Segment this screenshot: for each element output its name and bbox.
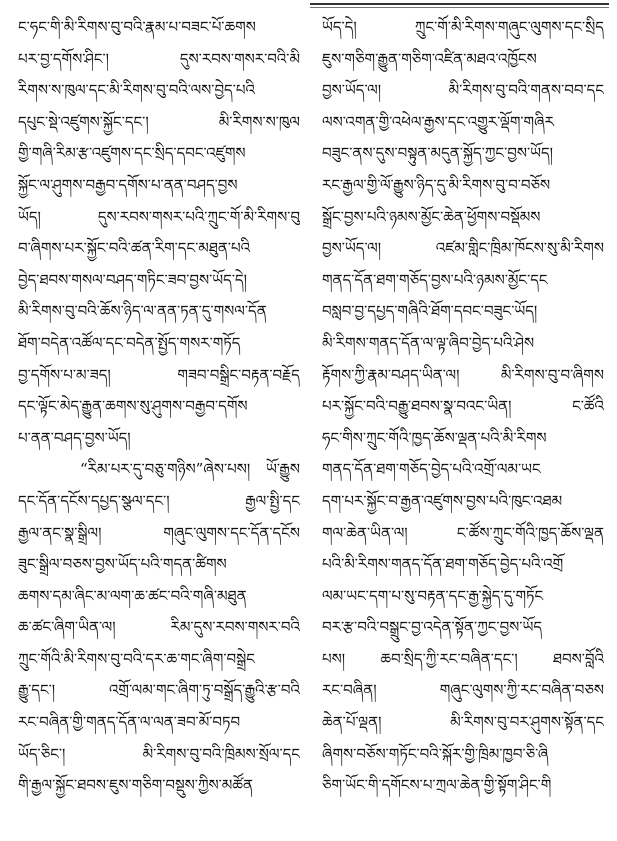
- text-line: ལམ་ཡང་དག་པ་སུ་བརྟན་དང་རྒྱ་སྐྱེད་དུ་གཏོང: [322, 586, 544, 605]
- text-line: ལས་འགན་གྱི་འཕེལ་རྒྱས་དང་འགྱུར་ལྡོག་གཞིར: [322, 112, 554, 131]
- text-line: རང་བཞིན་གྱི་གནད་དོན་ལ་ལན་ཟབ་མོ་བཏབ: [18, 713, 241, 732]
- text-line: རྒྱུ་དང་། འགྲོ་ལམ་གང་ཞིག་ཏུ་བསྒྲོད་རྒྱུའི་རྩ་བའི: [18, 681, 300, 700]
- text-line: ང་ཧང་གི་མི་རིགས་བུ་བའི་རྣམ་པ་བཟང་པོ་ཆགས: [18, 18, 256, 36]
- text-line: དང་ལྟོང་མེད་རྒྱུན་ཆགས་སུ་ཤུགས་བརྒྱབ་དགོས: [18, 397, 248, 416]
- text-line: དང་དོན་དངོས་དཔྱད་སྩལ་དང་། རྒྱལ་སྤྱི་དང: [18, 491, 300, 510]
- header-rule: [310, 3, 609, 5]
- text-line: པས། ཆབ་སྲིད་ཀྱི་རང་བཞིན་དང་། ཐབས་བློའི: [322, 649, 604, 668]
- text-line: ཆགས་དམ་ཞིང་མ་ལག་ཆ་ཚང་བའི་གཞི་མཐུན: [18, 586, 247, 605]
- text-line: བར་རྩ་བའི་བསྒྲུང་བྱ་འདེན་སྟོན་ཀྱང་བྱས་ཡོད: [322, 618, 543, 637]
- text-line: ཟུང་སྒྲིལ་བཅས་བྱས་ཡོད་པའི་གདན་ཚིགས: [18, 555, 227, 574]
- text-line: ཆ་ཚང་ཞིག་ཡིན་ལ། རིམ་དུས་རབས་གསར་བའི: [18, 618, 300, 637]
- paragraph-end-line: པ་ནན་བཤད་བྱས་ཡོད།: [18, 428, 131, 447]
- text-line: མི་རིགས་གནད་དོན་ལ་ལྟ་ཞིབ་བྱེད་པའི་ཤེས: [322, 333, 535, 352]
- text-line: ཡོད། དུས་རབས་གསར་པའི་ཀྲུང་གོ་མི་རིགས་བུ: [18, 207, 300, 226]
- text-line: གནད་དོན་ཐག་གཅོད་བྱེད་པའི་འགྲོ་ལམ་ཡང: [322, 460, 541, 479]
- left-column: [18, 12, 300, 802]
- text-line: ཡོད་དེ། ཀྲུང་གོ་མི་རིགས་གཞུང་ལུགས་དང་སྲིད: [322, 18, 604, 36]
- text-line: བྱས་ཡོད་ལ། འཛམ་གླིང་ཁྲིམ་ཁོངས་སུ་མི་རིགས: [322, 239, 604, 258]
- text-line: རང་རྒྱལ་གྱི་ལོ་རྒྱུས་ཉིད་དུ་མི་རིགས་བུ་བ་བཅོས: [322, 175, 551, 194]
- text-line: རིགས་ས་ཁུལ་དང་མི་རིགས་བུ་བའི་ལས་བྱེད་པའི: [18, 81, 255, 100]
- right-column: [322, 12, 604, 802]
- text-line: གྱི་གཞི་རིམ་རྩ་འཛུགས་དང་སྲིད་དབང་འཛུགས: [18, 144, 246, 163]
- text-line: བཟུང་ནས་དུས་བསྟུན་མདུན་སྐྱོད་ཀྱང་བྱས་ཡོད།: [322, 144, 554, 163]
- text-line: རྟོགས་ཀྱི་རྣམ་བཤད་ཡིན་ལ། མི་རིགས་བུ་བ་ཞིགས: [322, 365, 604, 384]
- text-line: ཡོད་ཅིང་། མི་རིགས་བུ་བའི་ཁྲིམས་སྲོལ་དང: [18, 744, 300, 763]
- text-line: བྱ་དགོས་པ་མ་ཟད། གཟབ་བསྒྲིང་བརྟན་བརྗོད: [18, 365, 300, 384]
- text-line: ཀྲུང་གོའི་མི་རིགས་བུ་བའི་དར་ཆ་གང་ཞིག་བསྒྲེང: [18, 649, 255, 668]
- text-line: སྐྱོང་ལ་ཤུགས་བརྒྱབ་དགོས་པ་ནན་བཤད་བྱས: [18, 175, 238, 194]
- text-line: ཞིགས་བཅོས་གཏོང་བའི་སྐོར་གྱི་ཁྲིམ་ཁྱབ་ཅི་ཞི: [322, 744, 549, 763]
- text-line: དག་པར་སྐྱོང་བ་རྒྱན་འཛུགས་བྱས་པའི་ཁུང་འཐམ: [322, 491, 563, 510]
- text-line: བྱེད་ཐབས་གསལ་བཤད་གཏིང་ཟབ་བྱས་ཡོད་དེ།: [18, 270, 248, 289]
- text-line: གནད་དོན་ཐག་གཅོད་བྱས་པའི་ཉམས་མྱོང་དང: [322, 270, 548, 289]
- text-line: ཧང་གིས་ཀྲུང་གོའི་ཁྱད་ཆོས་ལྡན་པའི་མི་རིགས: [322, 428, 547, 447]
- text-line: ཐོག་བདེན་འཚོལ་དང་བདེན་སྤྱོད་གསར་གཏོད: [18, 333, 241, 352]
- text-line: བྱས་ཡོད་ལ། མི་རིགས་བུ་བའི་གནས་བབ་དང: [322, 81, 604, 100]
- text-line: པར་སྐྱོང་བའི་བརྒྱུ་ཐབས་སྣ་བའང་ཡིན། ང་ཚོའི: [322, 397, 604, 416]
- text-line: བསླབ་བྱ་དཔྱད་གཞིའི་ཐོག་དབང་བཟུང་ཡོད།: [322, 302, 538, 321]
- text-line: པའི་མི་རིགས་གནད་དོན་ཐག་གཅོད་བྱེད་པའི་འགྲོ: [322, 555, 564, 574]
- text-line: རྒྱལ་ནང་སྣ་སྒྲིལ། གཞུང་ལུགས་དང་དོན་དངོས: [18, 523, 300, 542]
- text-line: གལ་ཆེན་ཡིན་ལ། ང་ཚོས་ཀྲུང་གོའི་ཁྱད་ཆོས་ལྡན: [322, 523, 604, 542]
- text-line: པར་བྱ་དགོས་ཤིང་། དུས་རབས་གསར་བའི་མི: [18, 49, 300, 68]
- paragraph-start-line: “རིམ་པར་དུ་བཅུ་གཉིས”ཞེས་པས། ཡོ་རྒྱུས: [80, 460, 300, 479]
- text-line: བ་ཞིགས་པར་སྐྱོང་བའི་ཚན་རིག་དང་མཐུན་པའི: [18, 239, 251, 258]
- header-rule-thin: [310, 7, 609, 8]
- text-line: སྒྲོང་བྱས་པའི་ཉམས་མྱོང་ཆེན་ཕྱོགས་བསྡོམས: [322, 207, 541, 226]
- text-line: དཔུང་སྡེ་འཛུགས་སྐྱོང་དང་། མི་རིགས་ས་ཁུལ: [18, 112, 300, 131]
- text-line: ཅིག་ཡོང་གི་དགོངས་པ་ཀྲལ་ཆེན་གྱི་སྟོག་ཤིང་གི: [322, 776, 552, 795]
- text-line: མི་རིགས་བུ་བའི་ཆོས་ཉིད་ལ་ནན་ཏན་དུ་གསལ་དོན: [18, 302, 267, 321]
- text-line: གི་རྒྱལ་སྐྱོང་ཐབས་ཇུས་གཅིག་བསྡུས་ཀྱིས་མཚོན: [18, 776, 253, 795]
- text-line: རང་བཞིན། གཞུང་ལུགས་ཀྱི་རང་བཞིན་བཅས: [322, 681, 604, 700]
- text-line: ཆེན་པོ་ལྡན། མི་རིགས་བུ་བར་ཤུགས་སྟོན་དང: [322, 713, 604, 732]
- text-line: ཇུས་གཅིག་རྒྱུན་གཅིག་འཛིན་མཐའ་འཁྱོངས: [322, 49, 537, 68]
